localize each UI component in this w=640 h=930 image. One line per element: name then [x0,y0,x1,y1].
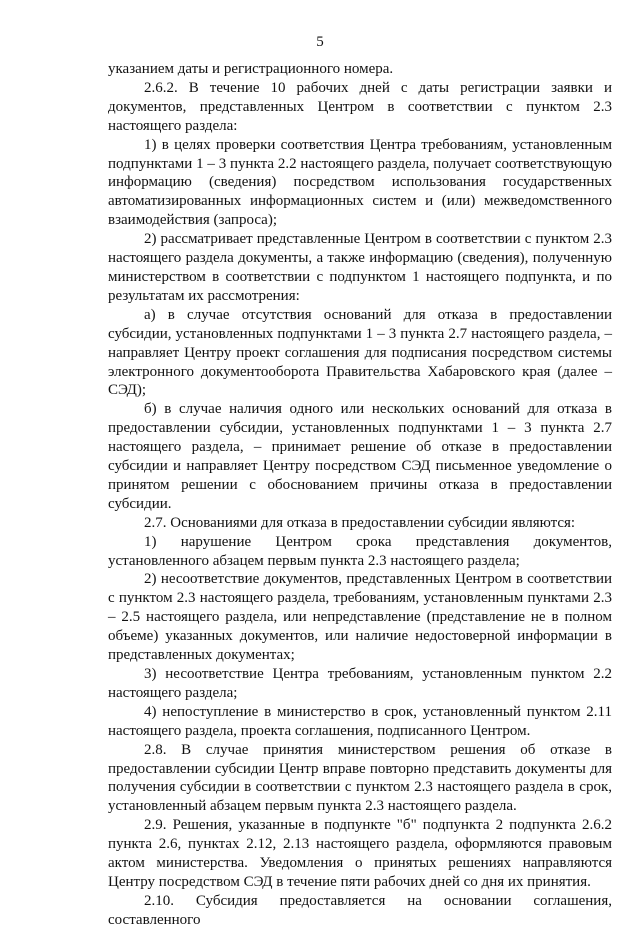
page-number: 5 [316,34,324,50]
paragraph-continuation: указанием даты и регистрационного номера. [108,61,394,77]
paragraph-2-6-2-item-1: 1) в целях проверки соответствия Центра требованиям, установленным подпунктами 1 – 3 пункта 2.2 настоящего раздела, получает соответствующую информацию (сведения) посредством использования государственных автоматизированных информационных систем и (или) межведомственного взаимодействия (запроса); [108,136,612,229]
paragraph-2-6-2: 2.6.2. В течение 10 рабочих дней с даты регистрации заявки и документов, представленных Центром в соответствии с пунктом 2.3 настоящего раздела: [108,79,612,134]
paragraph-2-9: 2.9. Решения, указанные в подпункте "б" подпункта 2 подпункта 2.6.2 пункта 2.6, пунктах 2.12, 2.13 настоящего раздела, оформляются правовым актом министерства. Уведомления о принятых решениях направляются Центру посредством СЭД в течение пяти рабочих дней со дня их принятия. [108,817,612,890]
paragraph-2-7-item-3: 3) несоответствие Центра требованиям, установленным пунктом 2.2 настоящего раздела; [108,666,612,701]
paragraph-2-6-2-item-2a: а) в случае отсутствия оснований для отказа в предоставлении субсидии, установленных подпунктами 1 – 3 пункта 2.7 настоящего раздела, – направляет Центру проект соглашения для подписания посредством системы электронного документооборота Правительства Хабаровского края (далее – СЭД); [108,306,612,399]
paragraph-2-7-item-1: 1) нарушение Центром срока представления документов, установленного абзацем первым пункта 2.3 настоящего раздела; [108,533,612,569]
paragraph-2-10: 2.10. Субсидия предоставляется на основании соглашения, составленного [108,892,612,928]
document-body [108,60,612,930]
paragraph-2-6-2-item-2: 2) рассматривает представленные Центром в соответствии с пунктом 2.3 настоящего раздела документы, а также информацию (сведения), полученную министерством в соответствии с подпунктом 1 настоящего подпункта, и по результатам их рассмотрения: [108,231,612,304]
paragraph-2-7-item-4: 4) непоступление в министерство в срок, установленный пунктом 2.11 настоящего раздела, проекта соглашения, подписанного Центром. [108,703,612,739]
paragraph-2-7: 2.7. Основаниями для отказа в предоставлении субсидии являются: [144,514,576,531]
paragraph-2-8: 2.8. В случае принятия министерством решения об отказе в предоставлении субсидии Центр вправе повторно представить документы для получения субсидии в соответствии с пунктом 2.3 настоящего раздела в срок, установленный абзацем первым пункта 2.3 настоящего раздела. [108,741,612,815]
paragraph-2-6-2-item-2b: б) в случае наличия одного или нескольких оснований для отказа в предоставлении субсидии, установленных подпунктами 1 – 3 пункта 2.7 настоящего раздела, – принимает решение об отказе в предоставлении субсидии и направляет Центру посредством СЭД письменное уведомление о принятом решении с обоснованием причины отказа в предоставлении субсидии. [108,401,612,512]
paragraph-2-7-item-2: 2) несоответствие документов, представленных Центром в соответствии с пунктом 2.3 настоящего раздела, требованиям, установленным пунктами 2.3 – 2.5 настоящего раздела, или непредставление (представление не в полном объеме) указанных документов, или наличие недостоверной информации в представленных документах; [108,571,612,664]
